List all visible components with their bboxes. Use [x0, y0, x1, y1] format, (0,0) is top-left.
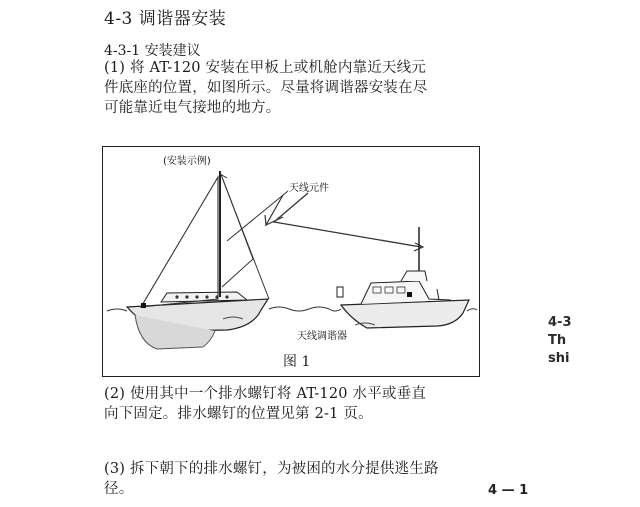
figure-caption: 图 1	[283, 354, 311, 370]
paragraph-3	[104, 459, 439, 499]
paragraph-2-line-1: (2) 使用其中一个排水螺钉将 AT-120 水平或垂直	[104, 386, 427, 402]
paragraph-2	[104, 384, 426, 424]
cutoff-text-line-2: Th	[548, 333, 567, 348]
subsection-title: 4-3-1 安装建议	[104, 43, 201, 59]
jib-sail	[141, 177, 218, 307]
antenna-pointer-line	[274, 193, 421, 247]
paragraph-3-line-2: 径。	[104, 481, 134, 497]
figure-label-tuner: 天线调谐器	[297, 331, 347, 342]
installation-figure	[102, 146, 480, 377]
paragraph-1-line-2: 件底座的位置，如图所示。尽量将调谐器安装在尽	[104, 80, 428, 96]
paragraph-1-line-3: 可能靠近电气接地的地方。	[104, 100, 281, 116]
page-number: 4 — 1	[488, 483, 529, 498]
figure-label-antenna: 天线元件	[289, 183, 329, 194]
cutoff-text-line-1: 4-3	[548, 315, 572, 330]
paragraph-2-line-2: 向下固定。排水螺钉的位置见第 2-1 页。	[104, 406, 373, 422]
cutoff-text-line-3: shi	[548, 351, 570, 366]
sailboat-tuner	[141, 303, 146, 308]
paragraph-1	[104, 58, 427, 118]
paragraph-1-line-1: (1) 将 AT-120 安装在甲板上或机舱内靠近天线元	[104, 60, 427, 76]
motorboat-tuner	[407, 292, 412, 297]
paragraph-3-line-1: (3) 拆下朝下的排水螺钉，为被困的水分提供逃生路	[104, 461, 439, 477]
section-title: 4-3 调谐器安装	[104, 9, 227, 29]
figure-label-example: (安装示例)	[163, 156, 211, 167]
